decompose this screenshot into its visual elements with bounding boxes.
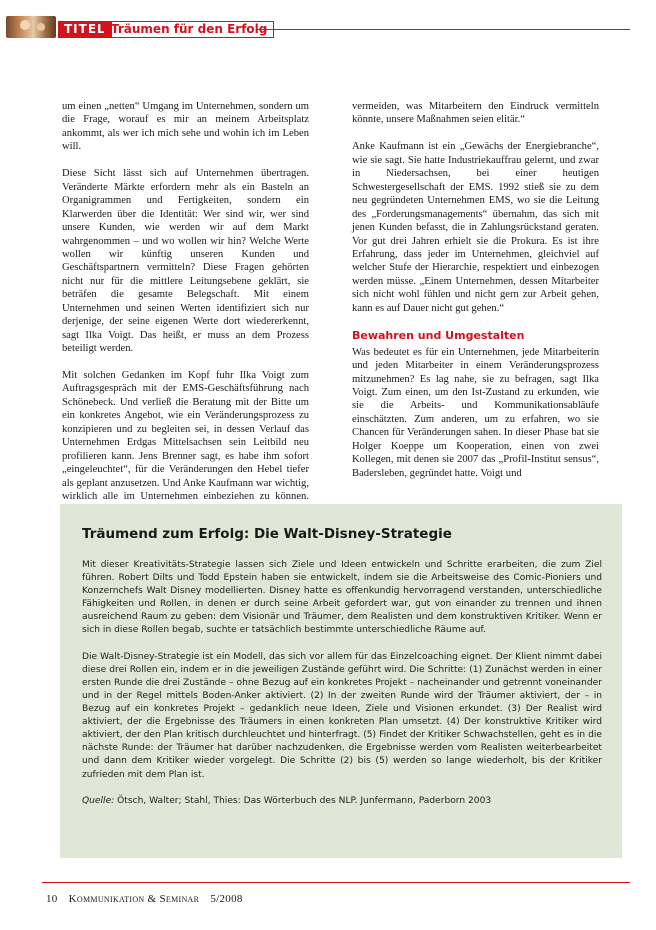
info-box-title: Träumend zum Erfolg: Die Walt-Disney-Strategie	[82, 526, 452, 542]
page-footer	[46, 893, 243, 905]
source-label: Quelle:	[82, 795, 115, 806]
header-photo	[6, 16, 56, 38]
magazine-name: Kommunikation & Seminar	[68, 893, 200, 905]
info-box-paragraph: Die Walt-Disney-Strategie ist ein Modell, das sich vor allem für das Einzelcoaching eignet. Der Klient nimmt dabei diese drei Rollen ein, indem er in die jeweiligen Zustände geführt wird. Die Schritte: (1) Zunächst werden in einer ersten Runde die drei Zustände – ohne Bezug auf ein konkretes Projekt – nacheinander und getrennt voneinander und in der Regel mittels Boden-Anker aktiviert. (2) In der zweiten Runde wird der Träumer aktiviert, der – in Bezug auf ein konkretes Projekt – gedanklich neue Ideen, Ziele und Visionen erkundet. (3) Der Realist wird aktiviert, der die Ergebnisse des Träumers in einen konkreten Plan umsetzt. (4) Der konstruktive Kritiker wird aktiviert, der den Plan kritisch durchleuchtet und hinterfragt. (5) Findet der Kritiker Schwachstellen, geht es in die nächste Runde: der Träumer hat darüber nachzudenken, die Ergebnisse werden vom Realisten weiterbearbeitet und dann dem Kritiker wieder vorgelegt. Die Schritte (2) bis (5) werden so lange wiederholt, bis der Kritiker zufrieden mit dem Plan ist.	[82, 651, 602, 780]
left-column	[62, 100, 309, 530]
paragraph: Anke Kaufmann ist ein „Gewächs der Energiebranche“, wie sie sagt. Sie hatte Industriekauffrau gelernt, und zwar in Niedersachsen, bei einer heutigen Schwestergesellschaft der EMS. 1992 stieß sie zu dem neu gegründeten Unternehmen EMS, wo sie die Leitung des „Forderungsmanagements“ übernahm, das sich mit jenen Kunden befasst, die in Zahlungsrückstand geraten. Vor gut drei Jahren erhielt sie die Prokura. Es ist ihre Erfahrung, dass jeder im Unternehmen, gleichviel auf welcher Stufe der Hierarchie, respektiert und einbezogen werden müsse. „Einem Unternehmen, dessen Mitarbeiter sich nicht wohl fühlen und nicht gern zur Arbeit gehen, kann es auf Dauer nicht gut gehen.“	[352, 141, 599, 314]
paragraph: Was bedeutet es für ein Unternehmen, jede Mitarbeiterin und jeden Mitarbeiter in einem Veränderungsprozess mitzunehmen? Es lag nahe, sie zu befragen, sagt Ilka Voigt. Zum einen, um den Ist-Zustand zu erkunden, wie sie die Arbeits- und Kommunikationsabläufe einschätzten. Zum anderen, um zu erfahren, wo sie Chancen für Veränderungen sahen. In dieser Phase bat sie Holger Koeppe um Kooperation, einen von zwei Kollegen, mit denen sie 2007 das „Profil-Institut sensus“, Badersleben, gegründet hatte. Voigt und	[352, 346, 599, 479]
info-box-paragraph: Mit dieser Kreativitäts-Strategie lassen sich Ziele und Ideen entwickeln und Schritte erarbeiten, die zum Ziel führen. Robert Dilts und Todd Epstein haben sie entwickelt, indem sie die Arbeitsweise des Comic-Pioniers und Konzernchefs Walt Disney modellierten. Disney hatte es offenkundig hervorragend verstanden, unterschiedliche Fähigkeiten und Rollen, in denen er durch seine Arbeit gefordert war, gut von einander zu trennen und ihnen ausreichend Raum zu geben: dem Visionär und Träumer, dem Realisten und dem konstruktiven Kritiker. Wenn er sich in diese Rollen begab, suchte er tatsächlich bestimmte unterschiedliche Räume auf.	[82, 560, 602, 636]
section-heading: Bewahren und Umgestalten	[352, 328, 525, 342]
right-column	[352, 100, 599, 494]
footer-rule	[42, 882, 630, 883]
page-number: 10	[46, 893, 58, 905]
paragraph: Diese Sicht lässt sich auf Unternehmen übertragen. Veränderte Märkte erfordern mehr als ein Basteln an Organigrammen und Fertigkeiten, sondern ein Klarwerden über die Identität: Wer sind wir, wer sind unsere Kunden, wie werden wir auf dem Markt wahrgenommen – und wo wollen wir hin? Welche Werte wollen wir künftig unseren Kunden und Geschäftspartnern vermitteln? Diese Fragen gehörten nicht nur für die mittlere Leitungsebene geklärt, sie beträfen die gesamte Belegschaft. Mit einem Unternehmen und seinen Werten identifiziert sich nur derjenige, der seine eigenen Werte dort wiedererkennt, sagt Ilka Voigt. Das heißt, er muss an dem Prozess beteiligt werden.	[62, 168, 309, 355]
header-rule	[256, 29, 630, 30]
source-text: Ötsch, Walter; Stahl, Thies: Das Wörterbuch des NLP. Junfermann, Paderborn 2003	[114, 795, 492, 806]
info-box	[60, 504, 622, 858]
info-box-source	[82, 795, 602, 808]
issue-number: 5/2008	[210, 893, 243, 905]
section-title: Träumen für den Erfolg	[104, 21, 274, 38]
paragraph: Mit solchen Gedanken im Kopf fuhr Ilka Voigt zum Auftragsgespräch mit der EMS-Geschäftsführung nach Schönebeck. Und verließ die Beratung mit der Bitte um ein konkretes Angebot, wie ein Veränderungsprozess zu konzipieren und zu begleiten sei, in dessen Verlauf das Unternehmen Erdgas Mittelsachsen sein Leitbild neu profilieren kann. Jens Brenner sagt, es habe ihm sofort „eingeleuchtet“, für die Veränderungen den Hebel tiefer als geplant anzusetzen. Und Anke Kaufmann war wichtig, wirklich alle im Unternehmen einbeziehen zu können.	[62, 370, 309, 503]
section-tag: TITEL	[58, 21, 112, 38]
paragraph: vermeiden, was Mitarbeitern den Eindruck vermitteln könnte, unsere Maßnahmen seien elitär.“	[352, 101, 599, 126]
paragraph: um einen „netten“ Umgang im Unternehmen, sondern um die Frage, worauf es mir an meinem Arbeitsplatz ankommt, als wer ich mich sehe und wohin ich im Leben will.	[62, 101, 309, 153]
info-box-body	[82, 559, 602, 821]
page-header	[0, 0, 656, 48]
